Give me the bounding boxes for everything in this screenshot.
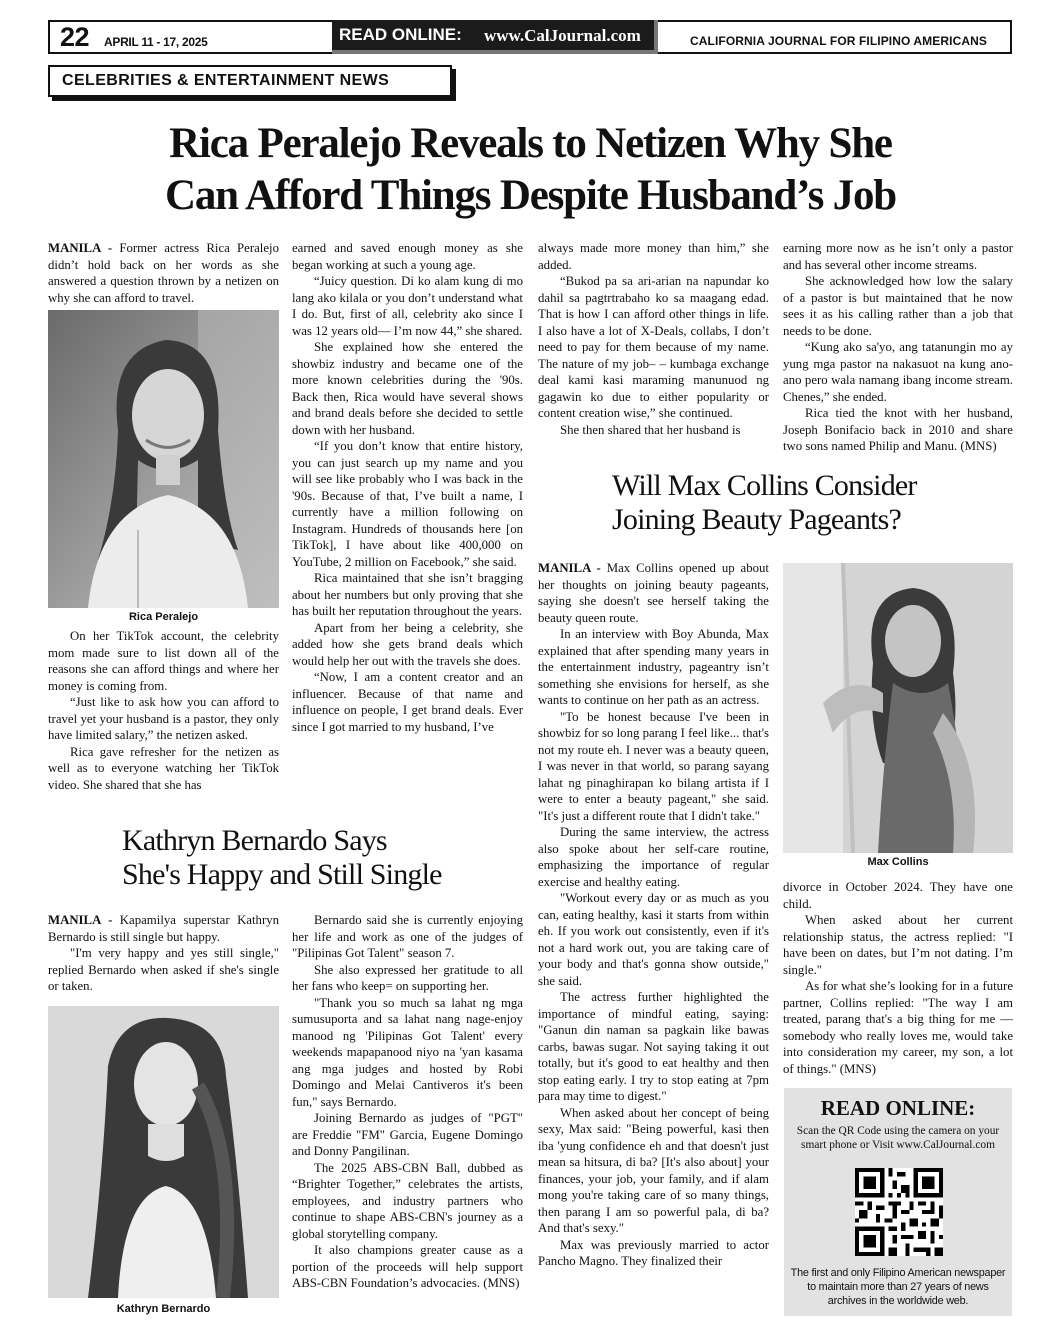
section-title: CELEBRITIES & ENTERTAINMENT NEWS (62, 72, 390, 89)
article2-paragraph: Max was previously married to actor Pancho Magno. They finalized their (538, 1237, 769, 1268)
article1-paragraph: Rica maintained that she isn’t bragging about her numbers but only proving that she has built her reputation throughout the years. (292, 571, 523, 618)
article1-paragraph: She then shared that her husband is (560, 422, 741, 437)
max-photo-caption: Max Collins (867, 856, 929, 868)
article3-paragraph: The 2025 ABS-CBN Ball, dubbed as “Brighter Together,” celebrates the artists, employees, and industry partners who continue to shape ABS-CBN's journey as a global storytelling company. (292, 1160, 523, 1241)
rica-photo-caption: Rica Peralejo (128, 611, 199, 623)
article2-paragraph: During the same interview, the actress also spoke about her self-care routine, emphasizing the importance of regular exercise and healthy eating. (538, 825, 769, 889)
article2-col4 (783, 879, 1013, 1077)
article2-headline-line2: Joining Beauty Pageants? (612, 503, 902, 536)
promo-footer: The first and only Filipino American newspaper to maintain more than 27 years of news archives in the worldwide web. (790, 1267, 1006, 1307)
article2-paragraph: "Workout every day or as much as you can, eating healthy, kasi it starts from within eh. If you work out consistently, even if it's not a hard work out, you are taking care of your body and that's gonna show outside," she said. (538, 891, 769, 988)
max-collins-photo (783, 563, 1013, 853)
article1-col4 (783, 240, 1013, 455)
article1-paragraph: She explained how she entered the showbiz industry and became one of the more known celebrities during the '90s. Back then, Rica would have several shows and brand deals before she decided to settle down with her husband. (292, 340, 523, 437)
promo-body: Scan the QR Code using the camera on your smart phone or Visit www.CalJournal.com (796, 1125, 1000, 1151)
article1-paragraph: “Just like to ask how you can afford to travel yet your husband is a pastor, they only have limited salary,” the netizen asked. (48, 695, 279, 742)
article1-col2-lead: earned and saved enough money as she began working at such a young age. (292, 241, 523, 272)
article1-paragraph: Apart from her being a celebrity, she added how she gets brand deals which would help her out with the travels she does. (292, 620, 523, 668)
article1-paragraph: “Bukod pa sa ari-arian na napundar ko dahil sa pagtrtrabaho ko sa maagang edad. That is how I can afford other things in life. I also have a lot of X-Deals, collabs, I don’t need to pay for them because of my name. The nature of my job– – kumbaga exchange deal kami kasi maraming manunuod ng gagawin ko due to either popularity or content creation wise,” she continued. (538, 274, 769, 420)
article3-paragraph: "Thank you so much sa lahat ng mga sumusuporta and sa lahat nang nage-enjoy manood ng 'Pilipinas Got Talent' every weekends mapapanood niyo na 'yan kasama ang mga judges and hosted by Robi Domingo and Melai Cantiveros it's been fun," says Bernardo. (292, 995, 523, 1109)
article2-col4-lead: divorce in October 2024. They have one child. (783, 880, 1013, 911)
article3-col2 (292, 912, 523, 1292)
article2-headline (612, 469, 1012, 537)
article2-paragraph: The actress further highlighted the importance of mindful eating, saying: "Ganun din naman sa pagkain like bawas carbs, bawas sugar. Not saying taking it out totally, but it's good to eat healthy and then stop eating early. I try to stop eating at 7pm para may time to digest." (538, 990, 769, 1103)
article3-headline (122, 824, 522, 892)
article2-lead: Max Collins opened up about her thoughts on joining beauty pageants, saying she doesn't see herself taking the beauty queen route. (538, 561, 769, 625)
kathryn-bernardo-photo (48, 1006, 279, 1298)
article1-col2 (292, 240, 523, 735)
article3-dateline: MANILA - (48, 913, 113, 927)
article3-paragraph: Joining Bernardo as judges of "PGT" are Freddie "FM" Garcia, Eugene Domingo and Donny Pangilinan. (292, 1111, 523, 1158)
article1-col3-lead: always made more money than him,” she added. (538, 241, 769, 272)
article2-paragraph: When asked about her current relationship status, the actress replied: "I have been on dates, but I’m not dating. I’m single." (783, 913, 1013, 977)
article2-paragraph: "To be honest because I've been in showbiz for so long parang I feel like... that's not my route eh. I never was a beauty queen, I was never in that world, so parang sayang lahat ng pinaghirapan ko bilang artista if I were to enter a beauty pageant," she said. "It's just a different route that I didn't take." (538, 709, 769, 823)
article3-paragraph: It also champions greater cause as a portion of the proceeds will help support ABS-CBN Foundation’s advocacies. (MNS) (292, 1243, 523, 1290)
publication-name: CALIFORNIA JOURNAL FOR FILIPINO AMERICANS (690, 34, 987, 48)
article3-headline-line2: She's Happy and Still Single (122, 858, 442, 891)
article1-headline-line1: Rica Peralejo Reveals to Netizen Why She (169, 120, 892, 167)
section-label (48, 65, 452, 97)
article2-paragraph: In an interview with Boy Abunda, Max explained that after spending many years in the entertainment industry, pageantry isn’t something she envisions for herself, as she wants to continue on her path as an actress. (538, 627, 769, 707)
article1-col4-lead: earning more now as he isn’t only a pastor and has several other income streams. (783, 241, 1013, 272)
qr-code-icon[interactable] (855, 1168, 943, 1256)
page-number: 22 (60, 22, 90, 52)
article1-paragraph: “If you don’t know that entire history, you can just search up my name and you will see like probably who I was back in the '90s. Because of that, I’ve built a name, I currently have a million following on Instagram. Hundreds of thousands here [on TikTok], I have about like 400,000 on YouTube, 2 million on Facebook,” she said. (292, 439, 523, 569)
article2-paragraph: As for what she’s looking for in a future partner, Collins replied: "The way I am treated, parang that's a big thing for me — somebody who really loves me, would take into consideration my career, my son, a lot of things." (MNS) (783, 979, 1013, 1076)
article1-paragraph: Rica gave refresher for the netizen as well as to everyone watching her TikTok video. She shared that she has (48, 744, 279, 792)
read-online-label: READ ONLINE: (339, 25, 462, 44)
article2-paragraph: When asked about her concept of being sexy, Max said: "Being powerful, kasi then iba 'yung confidence eh and that doesn't just mean sa hitsura, di ba? [It's also about] your finances, your job, your family, and if alam mong you're taking care of so many things, then parang I am so powerful pala, di ba? And that's sexy." (538, 1105, 769, 1235)
article1-paragraph: On her TikTok account, the celebrity mom made sure to list down all of the reasons she can afford things and where her money is coming from. (48, 629, 279, 693)
read-online-url[interactable]: www.CalJournal.com (484, 26, 641, 45)
article2-col3 (538, 560, 769, 1270)
article1-dateline: MANILA - (48, 241, 113, 255)
kathryn-photo-caption: Kathryn Bernardo (116, 1303, 211, 1315)
article1-paragraph: She acknowledged how low the salary of a pastor is but maintained that he now sees it as his calling rather than a job that needs to be done. (783, 274, 1013, 338)
article1-paragraph: “Kung ako sa'yo, ang tatanungin mo ay yung mga pastor na nakasuot na kung ano-ano pero wala namang ibang income stream. Chenes,” she ended. (783, 340, 1013, 404)
article2-dateline: MANILA - (538, 561, 601, 575)
article3-paragraph: "I'm very happy and yes still single," replied Bernardo when asked if she's single or taken. (48, 946, 279, 993)
article1-paragraph: “Now, I am a content creator and an influencer. Because of that name and influence on people, I get brand deals. Ever since I got married to my husband, I’ve (292, 670, 523, 734)
article3-col1 (48, 912, 279, 995)
article3-paragraph: Bernardo said she is currently enjoying her life and work as one of the judges of "Pilipinas Got Talent" season 7. (292, 913, 523, 960)
promo-title: READ ONLINE: (820, 1096, 976, 1120)
article1-headline-line2: Can Afford Things Despite Husband’s Job (164, 172, 896, 219)
article1-col1-bottom (48, 628, 279, 793)
article1-lead: Former actress Rica Peralejo didn’t hold back on her words as she answered a question thrown by a netizen on why she can afford to travel. (48, 241, 279, 305)
article3-paragraph: She also expressed her gratitude to all her fans who keep= on supporting her. (292, 962, 523, 993)
article3-lead: Kapamilya superstar Kathryn Bernardo is still single but happy. (48, 913, 279, 944)
article1-headline (60, 118, 1001, 222)
article3-headline-line1: Kathryn Bernardo Says (122, 824, 387, 857)
article1-paragraph: “Juicy question. Di ko alam kung di mo lang ako kilala or you don’t understand what I do. But, first of all, celebrity ako since I was 12 years old— I’m now 44,” she shared. (292, 274, 523, 338)
article1-col3 (538, 240, 769, 438)
article2-headline-line1: Will Max Collins Consider (612, 469, 917, 502)
article1-paragraph: Rica tied the knot with her husband, Joseph Bonifacio back in 2010 and share two sons named Philip and Manu. (MNS) (783, 406, 1013, 453)
issue-date: APRIL 11 - 17, 2025 (104, 35, 208, 49)
article1-col1-top (48, 240, 279, 306)
read-online-banner[interactable] (332, 20, 658, 54)
rica-peralejo-photo (48, 310, 279, 608)
